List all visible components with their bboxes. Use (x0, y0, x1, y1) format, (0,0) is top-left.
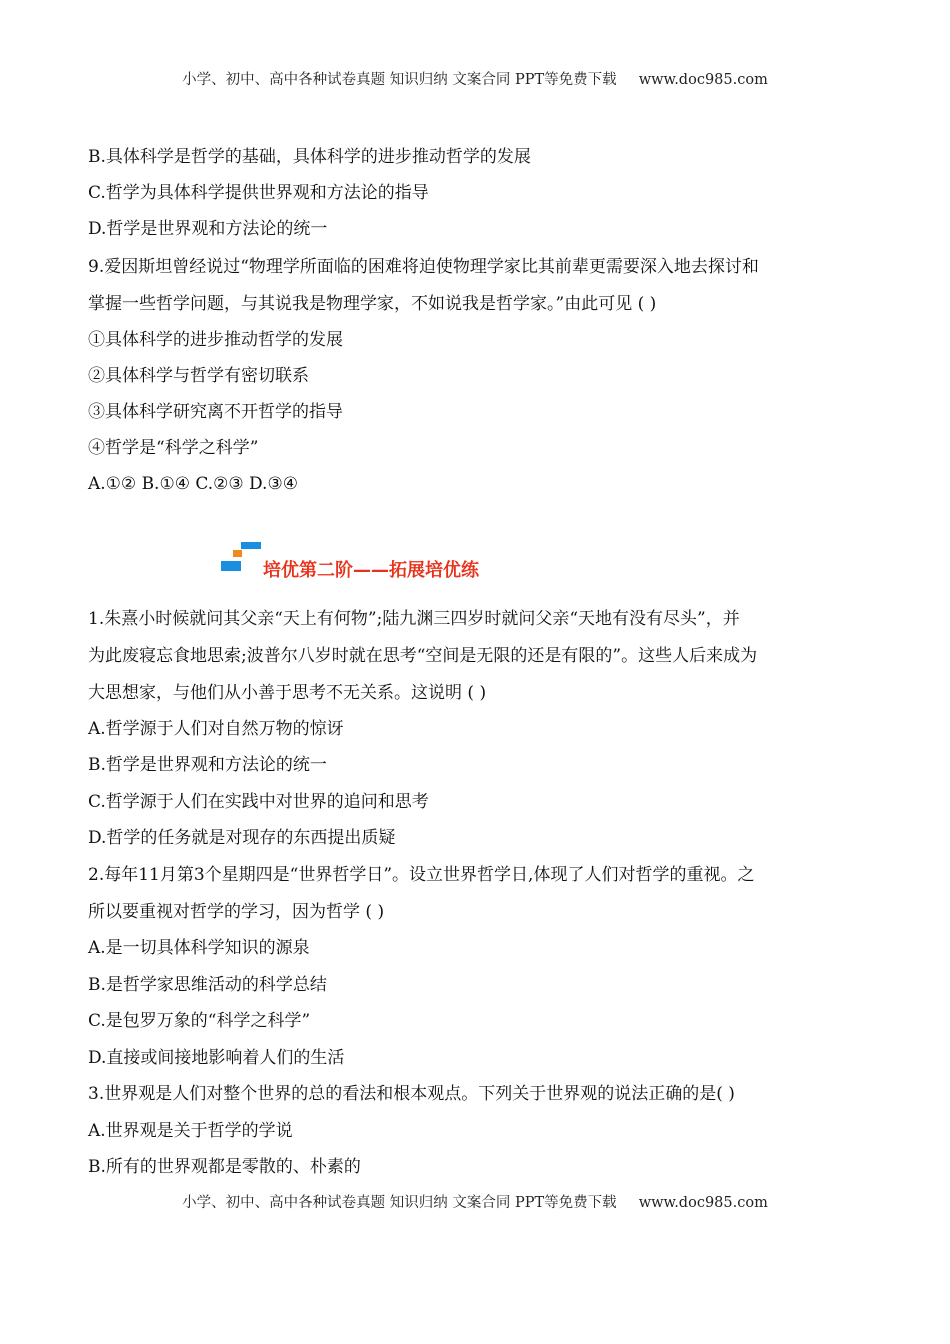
q1-option-b: B.哲学是世界观和方法论的统一 (88, 755, 327, 775)
q9-stem-line1: 9.爱因斯坦曾经说过“物理学所面临的困难将迫使物理学家比其前辈更需要深入地去探讨和 (88, 257, 759, 277)
q1-option-d: D.哲学的任务就是对现存的东西提出质疑 (88, 828, 396, 848)
page-header (0, 68, 950, 89)
q1-stem-line3: 大思想家，与他们从小善于思考不无关系。这说明 ( ) (88, 683, 487, 703)
q2-option-c: C.是包罗万象的“科学之科学” (88, 1011, 311, 1031)
q9-stem-line2: 掌握一些哲学问题，与其说我是物理学家，不如说我是哲学家。”由此可见 ( ) (88, 294, 657, 314)
page-footer (0, 1191, 950, 1212)
q8-option-c: C.哲学为具体科学提供世界观和方法论的指导 (88, 183, 429, 203)
q9-statement-4: ④哲学是“科学之科学” (88, 438, 259, 458)
q2-stem-line1: 2.每年11月第3个星期四是“世界哲学日”。设立世界哲学日,体现了人们对哲学的重视。之 (88, 865, 755, 885)
q3-option-a: A.世界观是关于哲学的学说 (88, 1121, 293, 1141)
q2-option-a: A.是一切具体科学知识的源泉 (88, 938, 310, 958)
q1-stem-line1: 1.朱熹小时候就问其父亲“天上有何物”;陆九渊三四岁时就问父亲“天地有没有尽头”，并 (88, 609, 740, 629)
q2-option-d: D.直接或间接地影响着人们的生活 (88, 1048, 345, 1068)
q2-option-b: B.是哲学家思维活动的科学总结 (88, 975, 327, 995)
section-title: 培优第二阶——拓展培优练 (263, 560, 479, 581)
q8-option-b: B.具体科学是哲学的基础，具体科学的进步推动哲学的发展 (88, 147, 531, 167)
q9-answer-choices: A.①② B.①④ C.②③ D.③④ (88, 474, 298, 494)
q9-statement-2: ②具体科学与哲学有密切联系 (88, 366, 309, 386)
footer-url[interactable]: www.doc985.com (638, 1195, 768, 1211)
q1-option-a: A.哲学源于人们对自然万物的惊讶 (88, 719, 344, 739)
header-url[interactable]: www.doc985.com (638, 72, 768, 88)
q1-option-c: C.哲学源于人们在实践中对世界的追问和思考 (88, 792, 429, 812)
q9-statement-3: ③具体科学研究离不开哲学的指导 (88, 402, 343, 422)
q1-stem-line2: 为此废寝忘食地思索;波普尔八岁时就在思考“空间是无限的还是有限的”。这些人后来成为 (88, 646, 758, 666)
q3-stem-line1: 3.世界观是人们对整个世界的总的看法和根本观点。下列关于世界观的说法正确的是( ) (88, 1084, 735, 1104)
footer-text: 小学、初中、高中各种试卷真题 知识归纳 文案合同 PPT等免费下载 (182, 1195, 617, 1211)
header-text: 小学、初中、高中各种试卷真题 知识归纳 文案合同 PPT等免费下载 (182, 72, 617, 88)
section-heading (219, 540, 539, 580)
q8-option-d: D.哲学是世界观和方法论的统一 (88, 219, 328, 239)
q2-stem-line2: 所以要重视对哲学的学习，因为哲学 ( ) (88, 902, 385, 922)
q3-option-b: B.所有的世界观都是零散的、朴素的 (88, 1157, 361, 1177)
q9-statement-1: ①具体科学的进步推动哲学的发展 (88, 330, 343, 350)
stairs-icon (219, 540, 263, 576)
